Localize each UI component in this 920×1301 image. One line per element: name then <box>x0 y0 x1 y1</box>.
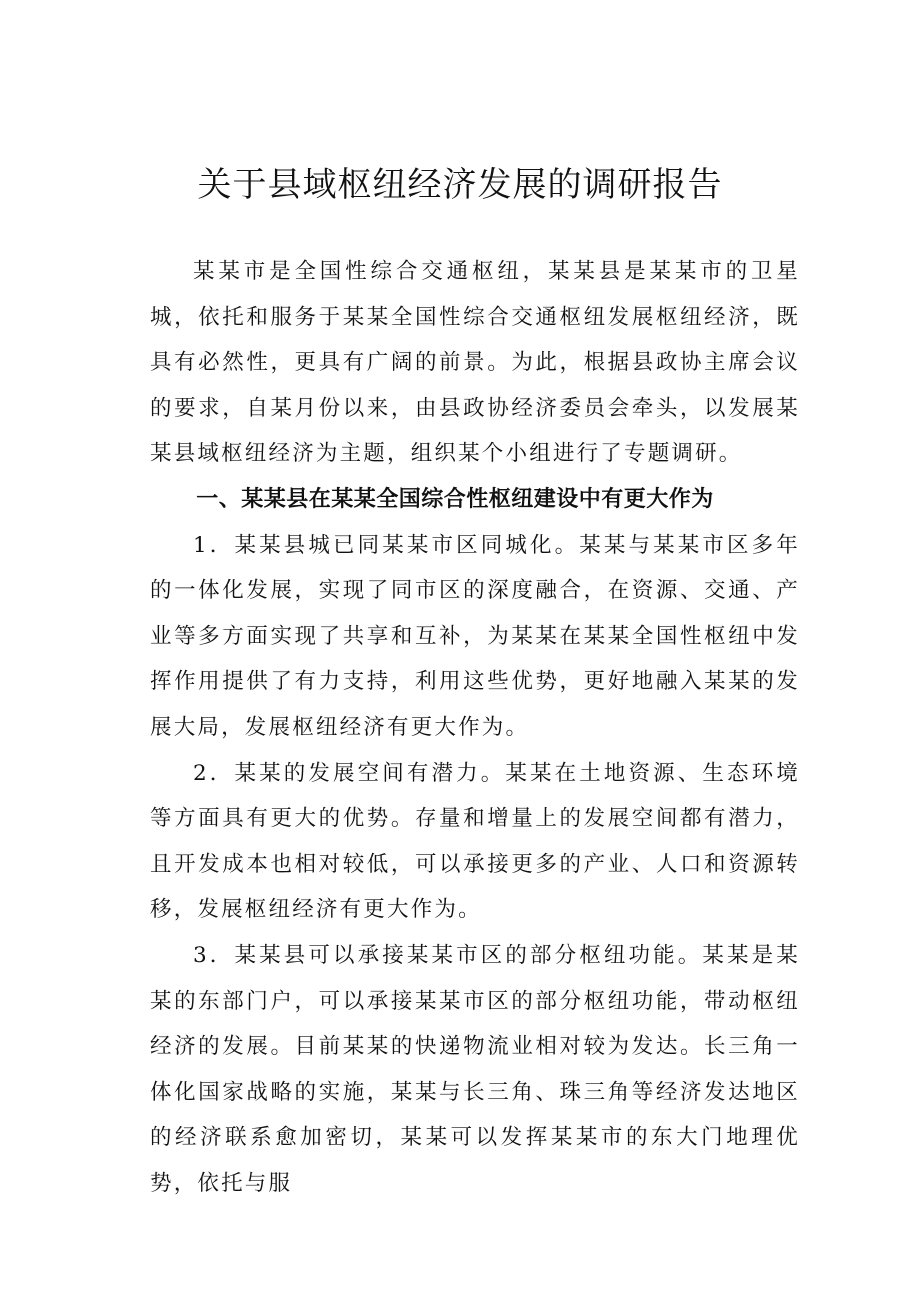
section-heading-1: 一、某某县在某某全国综合性枢纽建设中有更大作为 <box>196 486 714 512</box>
point-paragraph-1: 1．某某县城已同某某市区同城化。某某与某某市区多年的一体化发展，实现了同市区的深度融合，在资源、交通、产业等多方面实现了共享和互补，为某某在某某全国性枢纽中发挥作用提供了有力支持，利用这些优势，更好地融入某某的发展大局，发展枢纽经济有更大作为。 <box>150 532 800 740</box>
intro-paragraph: 某某市是全国性综合交通枢纽，某某县是某某市的卫星城，依托和服务于某某全国性综合交通枢纽发展枢纽经济，既具有必然性，更具有广阔的前景。为此，根据县政协主席会议的要求，自某月份以来，由县政协经济委员会牵头，以发展某某县域枢纽经济为主题，组织某个小组进行了专题调研。 <box>150 259 800 467</box>
document-body <box>150 249 800 1206</box>
document-title: 关于县域枢纽经济发展的调研报告 <box>197 165 723 205</box>
point-paragraph-2: 2．某某的发展空间有潜力。某某在土地资源、生态环境等方面具有更大的优势。存量和增量上的发展空间都有潜力，且开发成本也相对较低，可以承接更多的产业、人口和资源转移，发展枢纽经济有更大作为。 <box>150 760 800 923</box>
point-paragraph-3: 3．某某县可以承接某某市区的部分枢纽功能。某某是某某的东部门户，可以承接某某市区的部分枢纽功能，带动枢纽经济的发展。目前某某的快递物流业相对较为发达。长三角一体化国家战略的实施，某某与长三角、珠三角等经济发达地区的经济联系愈加密切，某某可以发挥某某市的东大门地理优势，依托与服 <box>150 942 800 1196</box>
